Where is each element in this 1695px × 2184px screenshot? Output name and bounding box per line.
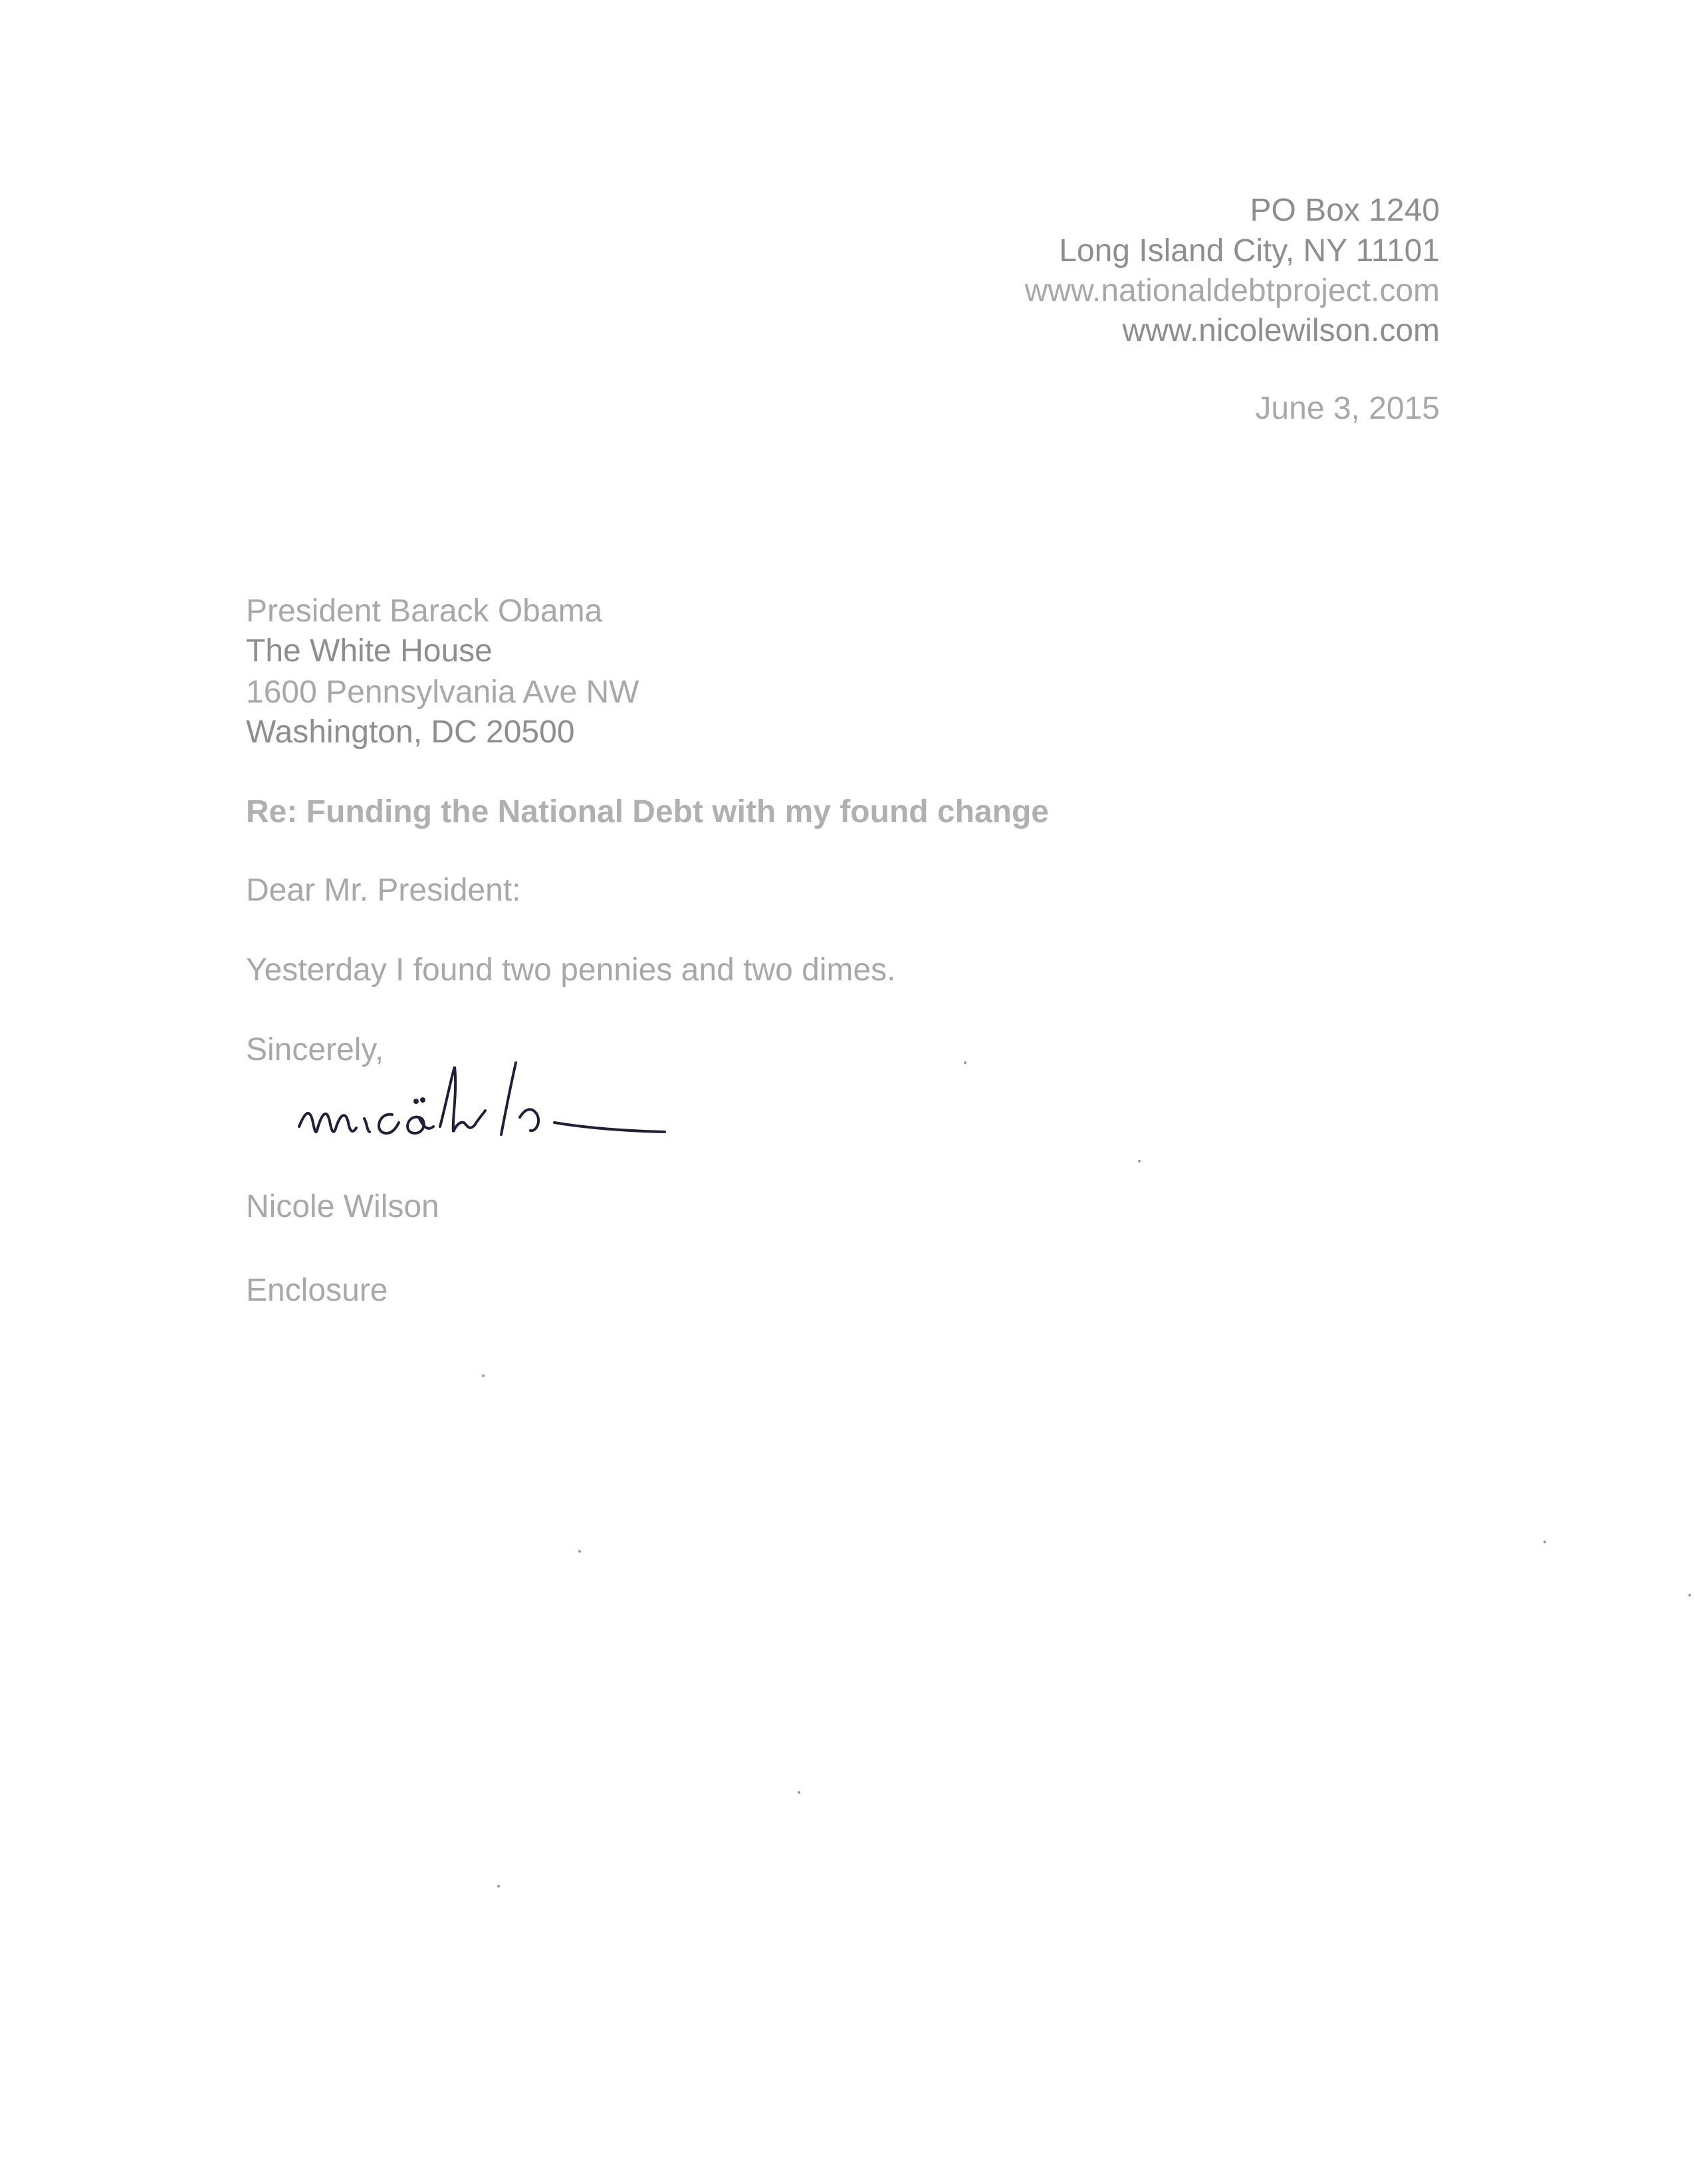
scan-speck [798, 1791, 800, 1794]
scan-speck [964, 1061, 966, 1064]
scan-speck [1138, 1160, 1141, 1162]
enclosure-note: Enclosure [246, 1273, 388, 1308]
sender-city-line: Long Island City, NY 11101 [1059, 233, 1440, 269]
sender-website-2: www.nicolewilson.com [1122, 313, 1440, 348]
closing: Sincerely, [246, 1032, 384, 1067]
scan-speck [578, 1550, 581, 1553]
handwritten-signature [286, 1053, 685, 1166]
scan-speck [1543, 1541, 1546, 1543]
recipient-org: The White House [246, 633, 493, 669]
letter-date: June 3, 2015 [1255, 391, 1440, 426]
recipient-street: 1600 Pennsylvania Ave NW [246, 675, 639, 710]
body-paragraph: Yesterday I found two pennies and two dimes. [246, 952, 896, 988]
sender-po-box: PO Box 1240 [1250, 193, 1440, 228]
sender-website-1: www.nationaldebtproject.com [1024, 273, 1440, 308]
recipient-name: President Barack Obama [246, 594, 603, 629]
scan-speck [482, 1374, 485, 1377]
scan-speck [497, 1885, 500, 1888]
scan-speck [1688, 1594, 1691, 1596]
subject-line: Re: Funding the National Debt with my found change [246, 794, 1049, 829]
recipient-city-line: Washington, DC 20500 [246, 714, 575, 750]
salutation: Dear Mr. President: [246, 873, 521, 908]
signer-name: Nicole Wilson [246, 1189, 439, 1224]
